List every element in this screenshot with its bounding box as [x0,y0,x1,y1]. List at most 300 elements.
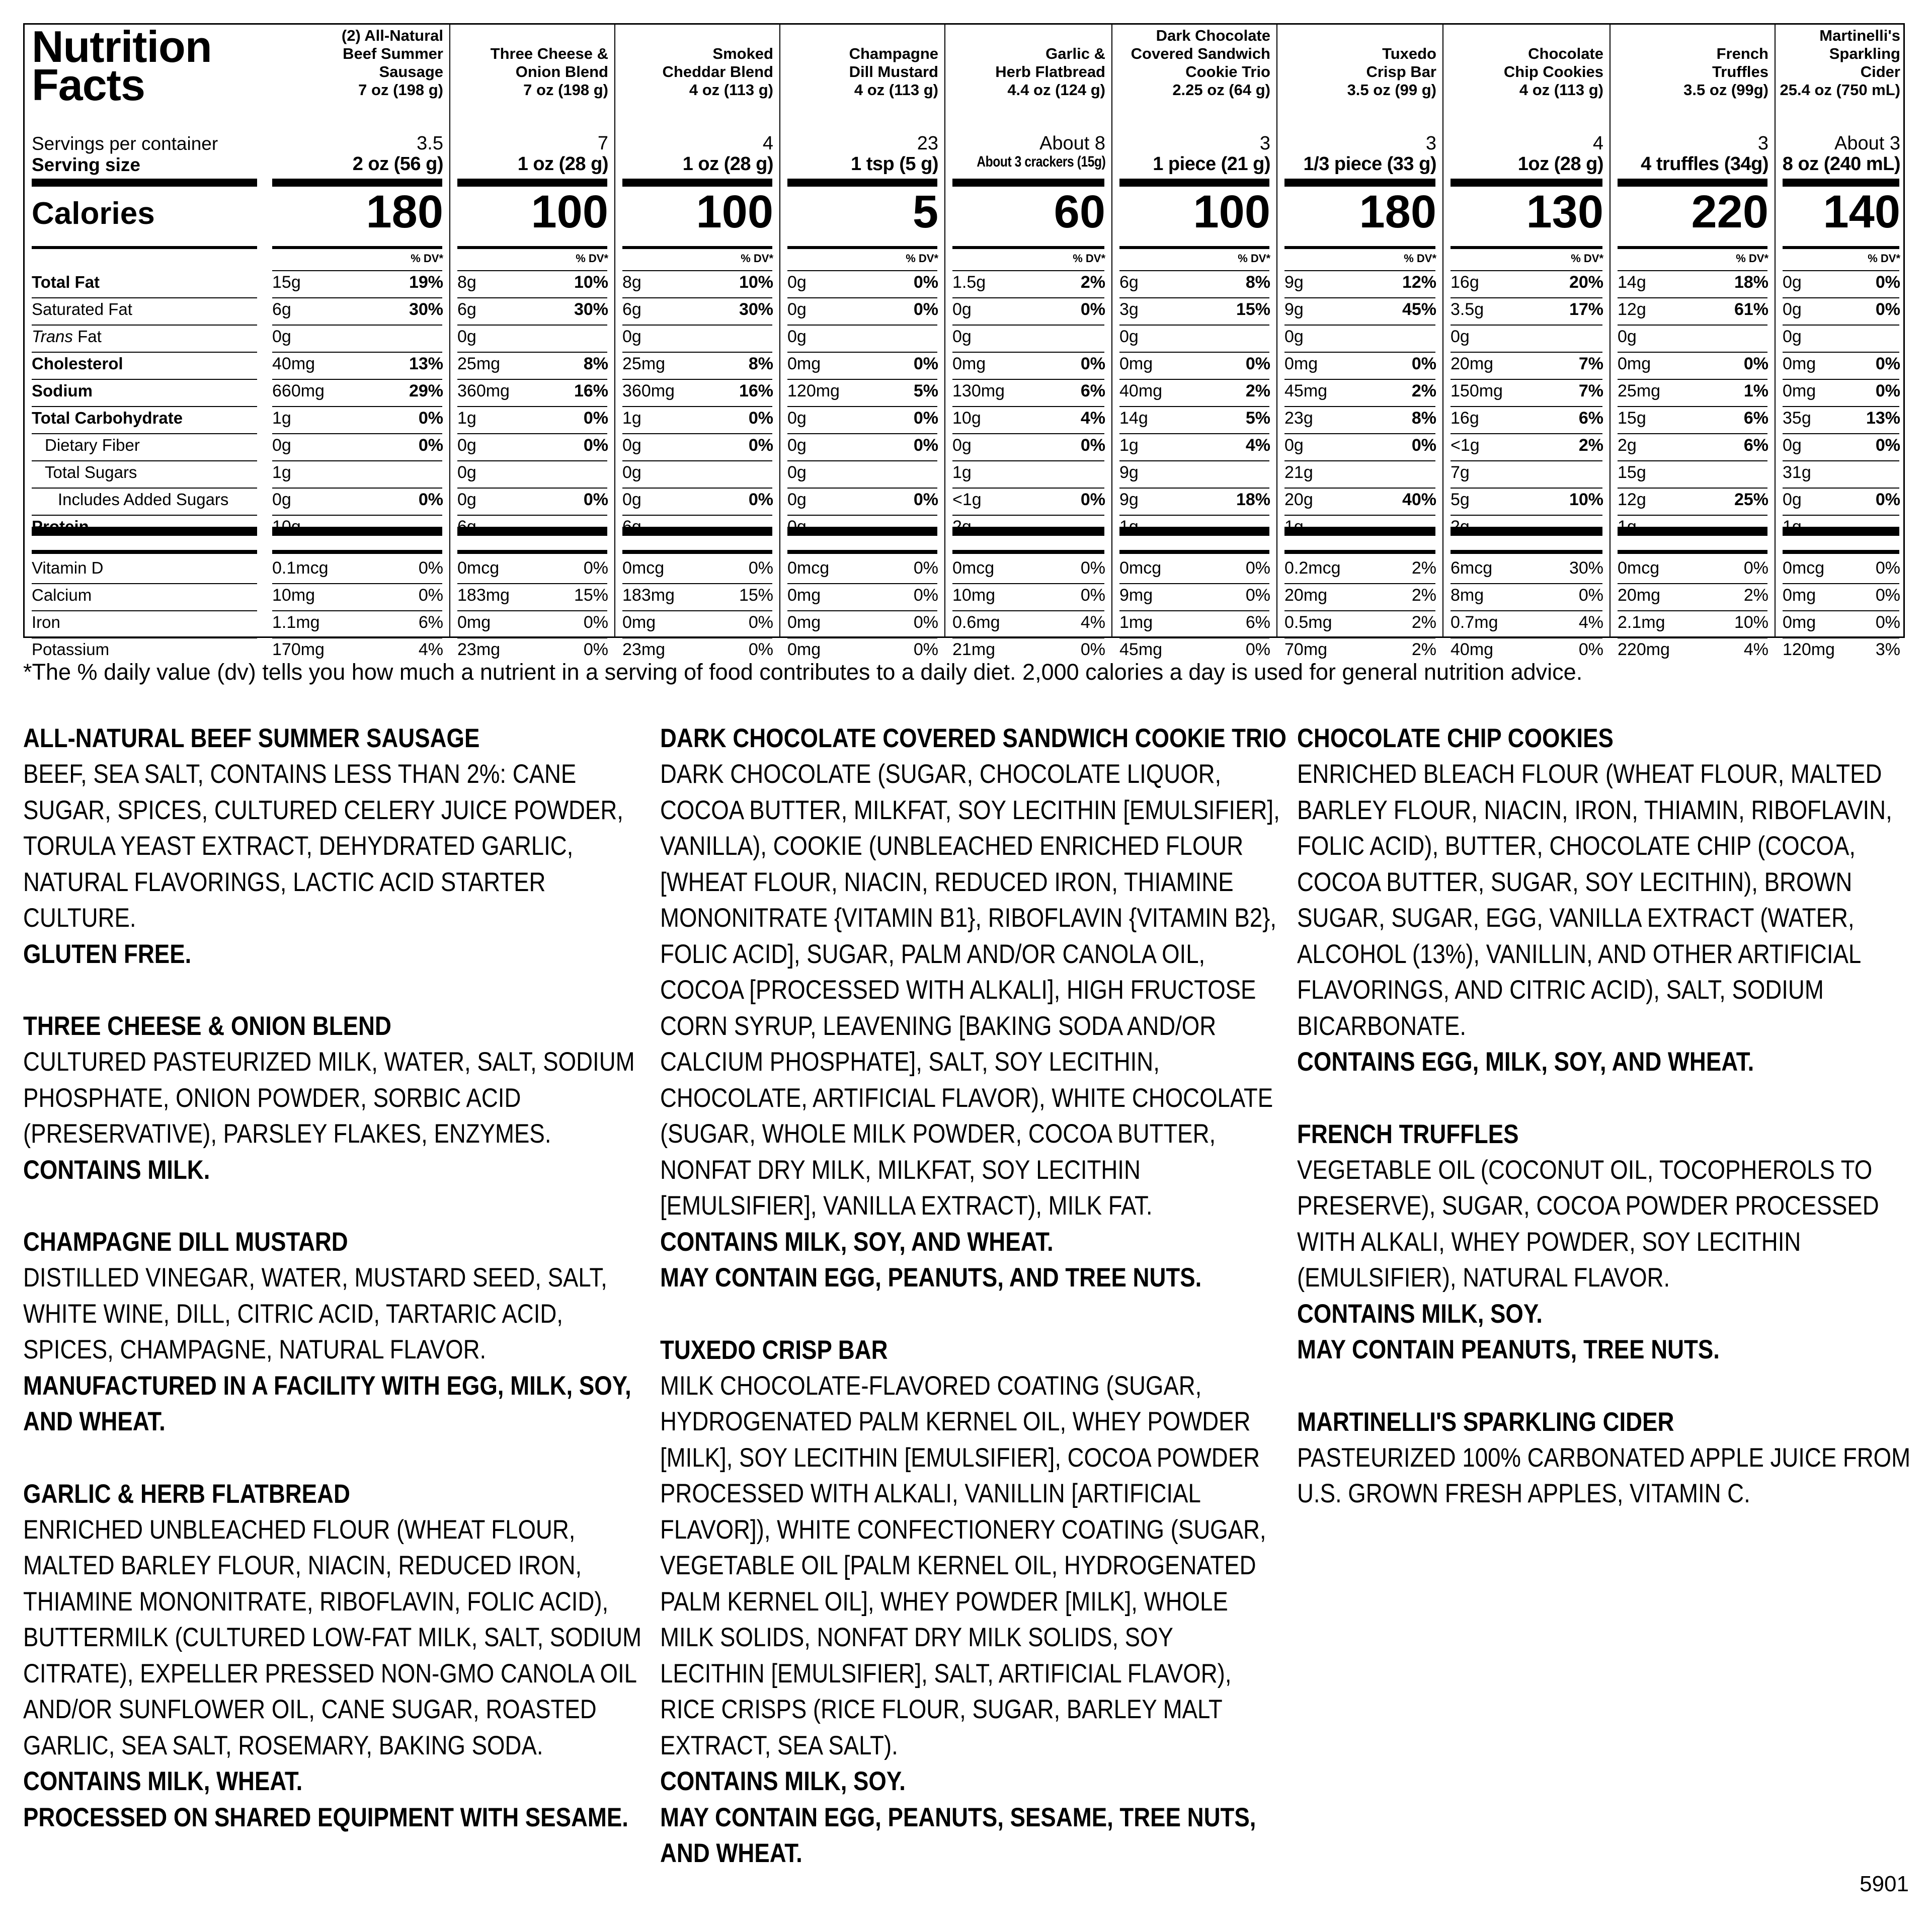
row-divider [1618,515,1767,516]
serving-size: 1 piece (21 g) [1153,153,1270,175]
nutrient-amount: 20mg [1451,354,1494,373]
nutrient-dv: 0% [1080,354,1105,373]
nutrient-dv: 2% [1411,613,1436,632]
allergen-statement: PROCESSED ON SHARED EQUIPMENT WITH SESAME. [23,1802,628,1832]
nutrient-dv: 4% [1743,640,1768,659]
nutrient-dv: 10% [1569,490,1603,509]
nutrient-dv: 0% [1080,586,1105,605]
nutrient-amount: 0g [1119,327,1139,346]
nutrient-amount: 0.1mcg [272,558,329,578]
nutrient-amount: <1g [1451,436,1480,455]
nutrient-dv: 0% [748,490,773,509]
nutrient-amount: 20mg [1284,586,1328,605]
row-divider [1451,515,1602,516]
servings-per-container-label: Servings per container [32,133,218,154]
product-column [449,25,614,659]
row-divider [952,352,1104,353]
row-divider [1618,406,1767,407]
dv-header: % DV* [906,252,938,265]
nutrient-amount: 0g [952,436,972,455]
nutrient-amount: 12g [1618,300,1646,319]
ingredient-block [1297,1404,1921,1512]
nutrient-amount: 10g [272,517,301,536]
product-column [1609,25,1775,659]
nutrient-dv: 17% [1569,300,1603,319]
row-divider [952,379,1104,380]
nutrient-amount: 70mg [1284,640,1328,659]
row-label: Total Fat [32,273,100,291]
rule-bar [32,179,257,187]
nutrient-amount: 40mg [1119,381,1163,400]
nutrient-dv: 0% [1743,558,1768,578]
rule-bar [457,550,607,554]
nutrient-dv: 15% [739,586,773,605]
nutrient-amount: 0g [787,463,807,482]
row-divider [1783,515,1899,516]
servings-per-container: 23 [917,133,938,154]
row-divider [787,610,937,611]
nutrient-amount: 2g [1451,517,1470,536]
nutrient-amount: 9g [1119,463,1139,482]
nutrient-amount: 0g [1284,327,1304,346]
row-divider [272,637,442,638]
row-label: Cholesterol [32,354,123,373]
product-name: Garlic & Herb Flatbread 4.4 oz (124 g) [995,45,1105,99]
nutrient-amount: 0.2mcg [1284,558,1341,578]
nutrient-dv: 0% [1875,613,1900,632]
allergen-statement: MANUFACTURED IN A FACILITY WITH EGG, MILK, SOY, AND WHEAT. [23,1371,631,1436]
ingredient-block [660,720,1287,1296]
nutrient-amount: 0g [787,273,807,292]
row-divider [1783,488,1899,489]
row-divider [952,488,1104,489]
nutrient-dv: 5% [913,381,938,400]
dv-header: % DV* [1868,252,1900,265]
rule-bar [1119,527,1269,536]
nutrient-dv: 6% [1743,436,1768,455]
row-divider [32,379,257,380]
nutrient-dv: 0% [748,436,773,455]
nutrient-dv: 2% [1411,381,1436,400]
row-divider [622,379,772,380]
dv-header: % DV* [1404,252,1436,265]
ingredient-block [1297,1116,1921,1368]
nutrient-amount: 1g [1284,517,1304,536]
row-divider [272,433,442,434]
nutrient-dv: 0% [418,409,443,428]
row-divider [32,488,257,489]
row-divider [1783,352,1899,353]
nutrient-amount: 0g [1451,327,1470,346]
product-column [614,25,779,659]
row-divider [32,406,257,407]
nutrient-amount: 15g [1618,463,1646,482]
ingredient-list: BEEF, SEA SALT, CONTAINS LESS THAN 2%: CANE SUGAR, SPICES, CULTURED CELERY JUICE POWDER, TORULA YEAST EXTRACT, DEHYDRATED GARLIC, NATURAL FLAVORINGS, LACTIC ACID STARTER CULTURE. [23,759,623,933]
calories-value: 100 [1193,186,1270,237]
nutrient-amount: 120mg [787,381,840,400]
nutrient-amount: 1g [272,409,291,428]
row-divider [32,433,257,434]
nutrient-amount: 0g [272,327,291,346]
row-divider [622,488,772,489]
nutrient-amount: 0g [1783,300,1802,319]
nutrient-dv: 30% [1569,558,1603,578]
nutrient-dv: 0% [913,300,938,319]
nutrient-dv: 0% [913,558,938,578]
allergen-statement: MAY CONTAIN EGG, PEANUTS, SESAME, TREE NUTS, AND WHEAT. [660,1802,1256,1868]
nutrient-amount: 0mcg [457,558,500,578]
nutrient-dv: 10% [739,273,773,292]
servings-per-container: 3 [1259,133,1270,154]
nutrient-amount: 0mg [457,613,491,632]
allergen-statement: CONTAINS MILK, WHEAT. [23,1766,303,1796]
nutrient-amount: 1.1mg [272,613,320,632]
nutrition-facts-table [23,22,1905,659]
row-divider [457,583,607,584]
ingredient-heading: THREE CHEESE & ONION BLEND [23,1011,391,1041]
servings-per-container: 4 [1592,133,1603,154]
rule-bar [952,246,1104,249]
rule-bar [1451,179,1602,187]
nutrient-amount: 0mcg [1618,558,1660,578]
row-divider [1451,270,1602,271]
servings-per-container: 3 [1425,133,1436,154]
row-divider [622,637,772,638]
row-divider [1451,379,1602,380]
row-divider [1284,325,1435,326]
ingredient-heading: FRENCH TRUFFLES [1297,1119,1519,1149]
row-divider [622,610,772,611]
ingredient-heading: CHOCOLATE CHIP COOKIES [1297,723,1614,753]
servings-per-container: 7 [597,133,608,154]
rule-bar [1119,179,1269,187]
rule-bar [952,527,1104,536]
rule-bar [457,246,607,249]
row-divider [1284,270,1435,271]
row-divider [1284,610,1435,611]
row-divider [1783,610,1899,611]
nutrient-amount: 0mg [787,354,821,373]
nutrient-amount: 0g [952,327,972,346]
nutrient-amount: 45mg [1284,381,1328,400]
ingredient-block [660,1332,1284,1872]
row-divider [1119,515,1269,516]
dv-header: % DV* [1571,252,1603,265]
nutrient-dv: 0% [1875,436,1900,455]
calories-value: 180 [1359,186,1436,237]
nutrient-amount: 183mg [457,586,510,605]
ingredient-block [23,1008,647,1188]
nutrient-dv: 0% [583,640,608,659]
row-divider [457,406,607,407]
row-divider [1618,488,1767,489]
rule-bar [1451,527,1602,536]
nutrient-dv: 18% [1236,490,1270,509]
ingredient-list: DISTILLED VINEGAR, WATER, MUSTARD SEED, SALT, WHITE WINE, DILL, CITRIC ACID, TARTARIC ACID, SPICES, CHAMPAGNE, NATURAL FLAVOR. [23,1263,607,1364]
nutrient-amount: 15g [272,273,301,292]
serving-size: 1 oz (28 g) [682,153,773,175]
nutrient-dv: 0% [913,354,938,373]
row-divider [622,433,772,434]
row-divider [457,352,607,353]
nutrient-amount: 220mg [1618,640,1670,659]
rule-bar [622,527,772,536]
ingredient-heading: TUXEDO CRISP BAR [660,1335,888,1365]
row-divider [272,325,442,326]
nutrient-amount: 0.5mg [1284,613,1332,632]
nutrient-dv: 8% [1245,273,1270,292]
rule-bar [787,246,937,249]
row-label: Includes Added Sugars [58,490,229,509]
row-divider [32,637,257,638]
nutrient-amount: 1g [952,463,972,482]
nutrient-amount: 360mg [622,381,675,400]
nutrient-dv: 12% [1402,273,1436,292]
nutrient-amount: 0g [787,300,807,319]
nutrient-amount: 15g [1618,409,1646,428]
product-name: Dark Chocolate Covered Sandwich Cookie Trio 2.25 oz (64 g) [1131,27,1270,99]
nutrient-amount: 0mg [787,586,821,605]
row-divider [32,583,257,584]
nutrient-amount: 16g [1451,273,1479,292]
nutrient-amount: 0g [457,490,476,509]
nutrient-amount: 35g [1783,409,1811,428]
allergen-statement: GLUTEN FREE. [23,939,192,969]
row-divider [1783,270,1899,271]
rule-bar [272,179,442,187]
nutrient-amount: 1g [1119,517,1139,536]
row-divider [1451,610,1602,611]
nutrient-amount: 0g [1618,327,1637,346]
nutrient-amount: 0g [622,463,641,482]
row-divider [1451,406,1602,407]
dv-header: % DV* [741,252,773,265]
servings-per-container: 4 [762,133,773,154]
nutrient-amount: 23mg [457,640,501,659]
nutrient-dv: 0% [1743,354,1768,373]
nutrient-dv: 0% [1875,300,1900,319]
nutrient-amount: 20g [1284,490,1313,509]
allergen-statement: CONTAINS MILK, SOY. [660,1766,906,1796]
nutrient-amount: 2.1mg [1618,613,1665,632]
row-divider [1618,379,1767,380]
nutrient-dv: 2% [1245,381,1270,400]
row-label: Trans Fat [32,327,102,346]
row-divider [1618,270,1767,271]
nutrient-amount: 150mg [1451,381,1503,400]
nutrient-dv: 4% [418,640,443,659]
row-divider [787,488,937,489]
nutrient-dv: 0% [1080,558,1105,578]
row-divider [457,270,607,271]
ingredients-column-3 [1297,720,1921,1548]
row-divider [787,297,937,298]
row-divider [622,297,772,298]
nutrient-amount: 0g [1783,327,1802,346]
nutrient-amount: 7g [1451,463,1470,482]
nutrient-amount: 0g [1783,436,1802,455]
nutrient-dv: 30% [574,300,608,319]
nutrient-amount: 0mg [952,354,986,373]
rule-bar [787,550,937,554]
nutrient-amount: 0mg [1783,586,1816,605]
row-divider [787,515,937,516]
row-divider [1451,460,1602,461]
ingredient-list: MILK CHOCOLATE-FLAVORED COATING (SUGAR, HYDROGENATED PALM KERNEL OIL, WHEY POWDER [MILK], SOY LECITHIN [EMULSIFIER], COCOA POWDER PROCESSED WITH ALKALI, VANILLIN [ARTIFICIAL FLAVOR]), WHITE CONFECTIONERY COATING (SUGAR, VEGETABLE OIL [PALM KERNEL OIL, HYDROGENATED PALM KERNEL OIL], WHEY POWDER [MILK], WHOLE MILK SOLIDS, NONFAT DRY MILK SOLIDS, SOY LECITHIN [EMULSIFIER], SALT, ARTIFICIAL FLAVOR), RICE CRISPS (RICE FLOUR, SUGAR, BARLEY MALT EXTRACT, SEA SALT). [660,1371,1266,1760]
product-column [1775,25,1906,659]
rule-bar [457,179,607,187]
serving-size: 1 tsp (5 g) [851,153,938,175]
serving-size: 8 oz (240 mL) [1782,153,1900,175]
nutrient-amount: 40mg [272,354,315,373]
nutrient-amount: 0mg [1284,354,1318,373]
rule-bar [457,527,607,536]
nutrient-dv: 2% [1411,640,1436,659]
dv-header: % DV* [1073,252,1105,265]
nutrient-dv: 0% [1875,273,1900,292]
row-divider [787,637,937,638]
nutrient-amount: 130mg [952,381,1005,400]
row-divider [272,352,442,353]
row-divider [952,583,1104,584]
nutrient-dv: 0% [1080,640,1105,659]
nutrient-dv: 0% [583,409,608,428]
nutrient-dv: 20% [1569,273,1603,292]
row-divider [272,488,442,489]
nutrient-amount: 0mg [1783,613,1816,632]
nutrient-amount: 0g [622,490,641,509]
nutrient-dv: 0% [748,640,773,659]
row-divider [622,352,772,353]
row-divider [1783,406,1899,407]
nutrient-dv: 45% [1402,300,1436,319]
rule-bar [787,527,937,536]
servings-per-container: About 3 [1834,133,1900,154]
nutrient-amount: 9g [1119,490,1139,509]
nutrient-amount: 0mcg [1119,558,1162,578]
row-divider [1451,352,1602,353]
nutrient-dv: 6% [1080,381,1105,400]
nutrient-amount: 45mg [1119,640,1163,659]
rule-bar [1783,246,1899,249]
row-divider [1783,325,1899,326]
calories-label: Calories [32,196,155,231]
product-column [944,25,1111,659]
nutrient-dv: 0% [583,613,608,632]
rule-bar [1783,179,1899,187]
nutrient-amount: 6mcg [1451,558,1493,578]
nutrient-dv: 25% [1734,490,1768,509]
nutrient-amount: 6g [272,300,291,319]
row-divider [952,515,1104,516]
row-divider [1451,488,1602,489]
nutrient-amount: 0mg [1618,354,1651,373]
nutrient-amount: 9mg [1119,586,1153,605]
nutrient-amount: 23g [1284,409,1313,428]
nutrient-dv: 0% [1875,586,1900,605]
rule-bar [32,550,257,554]
row-divider [622,325,772,326]
ingredient-heading: ALL-NATURAL BEEF SUMMER SAUSAGE [23,723,480,753]
nutrient-dv: 10% [574,273,608,292]
nutrient-dv: 4% [1245,436,1270,455]
ingredient-list: DARK CHOCOLATE (SUGAR, CHOCOLATE LIQUOR, COCOA BUTTER, MILKFAT, SOY LECITHIN [EMULSIFIER], VANILLA), COOKIE (UNBLEACHED ENRICHED FLOUR [WHEAT FLOUR, NIACIN, REDUCED IRON, THIAMINE MONONITRATE {VITAMIN B1}, RIBOFLAVIN {VITAMIN B2}, FOLIC ACID], SUGAR, PALM AND/OR CANOLA OIL, COCOA [PROCESSED WITH ALKALI], HIGH FRUCTOSE CORN SYRUP, LEAVENING [BAKING SODA AND/OR CALCIUM PHOSPHATE], SALT, SOY LECITHIN, CHOCOLATE, ARTIFICIAL FLAVOR), WHITE CHOCOLATE (SUGAR, WHOLE MILK POWDER, COCOA BUTTER, NONFAT DRY MILK, MILKFAT, SOY LECITHIN [EMULSIFIER], VANILLA EXTRACT), MILK FAT. [660,759,1280,1221]
row-divider [1451,325,1602,326]
nutrient-amount: 1g [1618,517,1637,536]
rule-bar [1618,527,1767,536]
ingredient-list: PASTEURIZED 100% CARBONATED APPLE JUICE FROM U.S. GROWN FRESH APPLES, VITAMIN C. [1297,1442,1911,1508]
rule-bar [272,550,442,554]
nutrient-amount: 1g [1119,436,1139,455]
row-divider [1618,352,1767,353]
allergen-statement: CONTAINS EGG, MILK, SOY, AND WHEAT. [1297,1047,1754,1077]
nutrient-dv: 16% [574,381,608,400]
nutrient-amount: 0mcg [952,558,995,578]
nutrient-amount: 0g [787,517,807,536]
ingredient-heading: DARK CHOCOLATE COVERED SANDWICH COOKIE TRIO [660,723,1287,753]
allergen-statement: CONTAINS MILK, SOY. [1297,1299,1543,1329]
calories-value: 60 [1054,186,1105,237]
nutrient-dv: 8% [583,354,608,373]
row-divider [272,297,442,298]
row-divider [787,352,937,353]
nutrient-amount: 0g [1783,273,1802,292]
row-divider [952,637,1104,638]
ingredients-column-1 [23,720,647,1872]
row-label: Total Sugars [45,463,137,481]
row-label: Iron [32,613,60,631]
row-label: Dietary Fiber [45,436,140,454]
row-divider [457,325,607,326]
rule-bar [952,179,1104,187]
nutrient-dv: 0% [583,436,608,455]
nutrient-dv: 15% [574,586,608,605]
nutrient-amount: 6g [457,517,476,536]
product-name: Chocolate Chip Cookies 4 oz (113 g) [1503,45,1603,99]
row-divider [272,406,442,407]
row-divider [1284,488,1435,489]
footnote: *The % daily value (dv) tells you how much a nutrient in a serving of food contributes to a daily diet. 2,000 calories a day is used for general nutrition advice. [23,659,1583,685]
row-divider [1284,297,1435,298]
ingredient-block [23,1224,647,1440]
row-divider [1783,379,1899,380]
nutrient-amount: 0g [787,327,807,346]
row-divider [787,325,937,326]
row-divider [1284,379,1435,380]
nutrient-amount: 0g [787,409,807,428]
calories-value: 130 [1526,186,1603,237]
product-name: Three Cheese & Onion Blend 7 oz (198 g) [490,45,608,99]
nutrient-amount: 10mg [952,586,996,605]
product-column [265,25,449,659]
nutrient-dv: 18% [1734,273,1768,292]
rule-bar [622,550,772,554]
nutrient-amount: 1g [622,409,641,428]
row-divider [272,460,442,461]
nutrient-amount: 1g [457,409,476,428]
servings-per-container: 3.5 [417,133,443,154]
nutrient-dv: 0% [1411,436,1436,455]
rule-bar [1284,550,1435,554]
label-column [32,22,278,659]
nutrient-amount: 0g [272,490,291,509]
calories-value: 220 [1691,186,1768,237]
nutrient-amount: 0mg [1783,354,1816,373]
row-divider [1451,583,1602,584]
nutrient-dv: 0% [1245,640,1270,659]
nutrient-dv: 16% [739,381,773,400]
nutrient-amount: 0g [622,327,641,346]
